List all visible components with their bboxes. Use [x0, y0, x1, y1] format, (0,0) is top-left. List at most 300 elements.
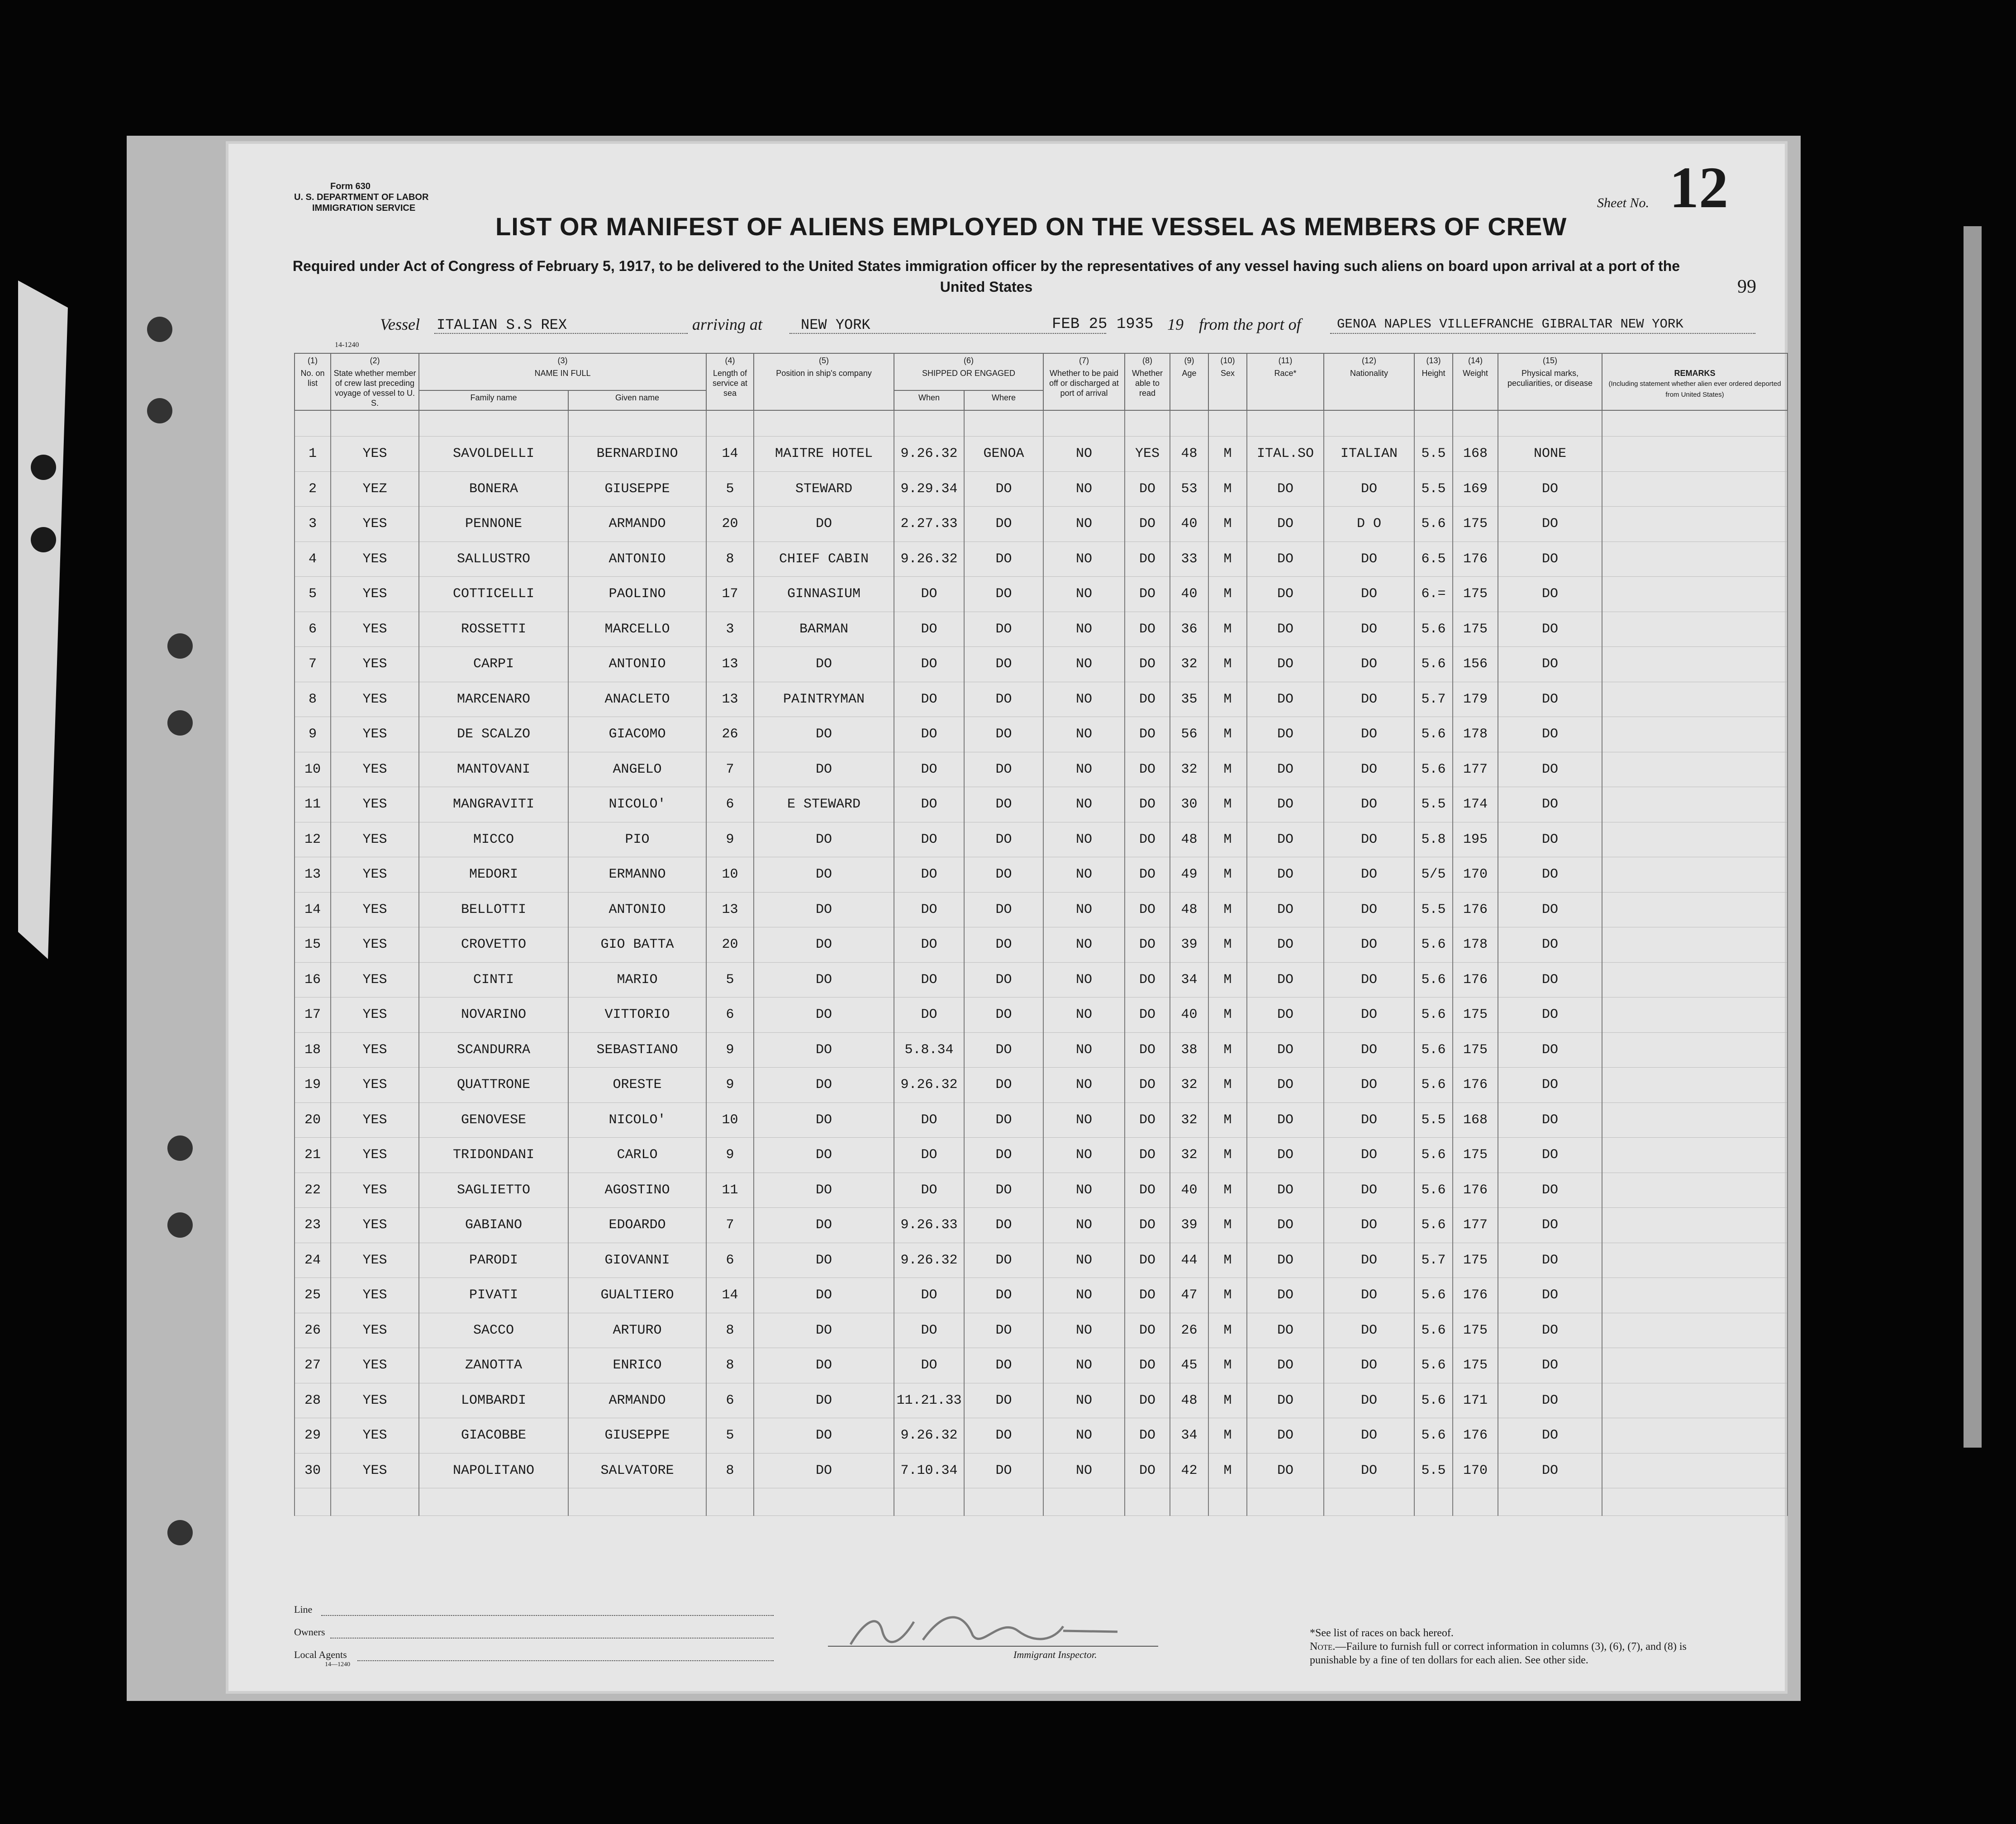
height-cell: 5.6	[1414, 1208, 1453, 1243]
physical-marks-cell: DO	[1498, 998, 1602, 1033]
position-cell: DO	[754, 647, 894, 682]
weight-cell: 178	[1453, 927, 1498, 963]
col-header-marks: (15) Physical marks, peculiarities, or disease	[1498, 353, 1602, 410]
position-cell: DO	[754, 962, 894, 998]
paid-off-cell: NO	[1043, 1453, 1125, 1488]
sex-cell: M	[1208, 1068, 1247, 1103]
previous-voyage-cell: YES	[331, 1313, 419, 1348]
height-cell: 5.5	[1414, 787, 1453, 822]
shipped-when-cell: DO	[894, 717, 964, 752]
weight-cell: 175	[1453, 507, 1498, 542]
position-cell: DO	[754, 1243, 894, 1278]
shipped-where-cell: DO	[964, 1418, 1043, 1454]
position-cell: DO	[754, 717, 894, 752]
position-cell: DO	[754, 1418, 894, 1454]
given-name-cell: ANACLETO	[568, 682, 706, 717]
shipped-when-cell: DO	[894, 1348, 964, 1383]
able-to-read-cell: DO	[1125, 682, 1170, 717]
shipped-when-cell: DO	[894, 962, 964, 998]
physical-marks-cell: DO	[1498, 822, 1602, 857]
race-cell: DO	[1247, 1418, 1324, 1454]
able-to-read-cell: YES	[1125, 437, 1170, 472]
nationality-cell: DO	[1324, 1348, 1414, 1383]
shipped-when-cell: DO	[894, 822, 964, 857]
weight-cell: 177	[1453, 752, 1498, 787]
family-name-cell: TRIDONDANI	[419, 1138, 568, 1173]
binder-hole	[167, 1520, 193, 1545]
nationality-cell: DO	[1324, 542, 1414, 577]
age-cell: 33	[1170, 542, 1208, 577]
previous-voyage-cell: YES	[331, 542, 419, 577]
table-row	[295, 542, 1788, 577]
col-header-sex: (10) Sex	[1208, 353, 1247, 410]
sex-cell: M	[1208, 1208, 1247, 1243]
position-cell: DO	[754, 998, 894, 1033]
shipped-when-cell: DO	[894, 998, 964, 1033]
service-length-cell: 13	[706, 647, 754, 682]
nationality-cell: DO	[1324, 822, 1414, 857]
remarks-cell	[1602, 471, 1788, 507]
race-cell: DO	[1247, 1278, 1324, 1313]
previous-voyage-cell: YES	[331, 612, 419, 647]
service-length-cell: 5	[706, 471, 754, 507]
row-number-cell: 12	[295, 822, 331, 857]
shipped-where-cell: DO	[964, 927, 1043, 963]
given-name-cell: ENRICO	[568, 1348, 706, 1383]
physical-marks-cell: DO	[1498, 1313, 1602, 1348]
previous-voyage-cell: YES	[331, 1453, 419, 1488]
given-name-cell: ORESTE	[568, 1068, 706, 1103]
owners-label: Owners	[294, 1626, 325, 1638]
physical-marks-cell: DO	[1498, 1208, 1602, 1243]
service-length-cell: 17	[706, 577, 754, 612]
previous-voyage-cell: YES	[331, 1418, 419, 1454]
position-cell: DO	[754, 857, 894, 893]
age-cell: 32	[1170, 1138, 1208, 1173]
previous-voyage-cell: YES	[331, 752, 419, 787]
physical-marks-cell: DO	[1498, 1418, 1602, 1454]
table-row	[295, 1243, 1788, 1278]
physical-marks-cell: DO	[1498, 787, 1602, 822]
arrival-date: FEB 25 1935	[1052, 316, 1154, 333]
binder-hole	[167, 710, 193, 736]
weight-cell: 176	[1453, 1418, 1498, 1454]
given-name-cell: ANTONIO	[568, 647, 706, 682]
remarks-cell	[1602, 682, 1788, 717]
race-cell: DO	[1247, 998, 1324, 1033]
family-name-cell: QUATTRONE	[419, 1068, 568, 1103]
sex-cell: M	[1208, 1243, 1247, 1278]
nationality-cell: DO	[1324, 1453, 1414, 1488]
sex-cell: M	[1208, 1278, 1247, 1313]
able-to-read-cell: DO	[1125, 471, 1170, 507]
position-cell: DO	[754, 1102, 894, 1138]
nationality-cell: DO	[1324, 752, 1414, 787]
shipped-where-cell: DO	[964, 752, 1043, 787]
sex-cell: M	[1208, 892, 1247, 927]
row-number-cell: 22	[295, 1173, 331, 1208]
table-row	[295, 1453, 1788, 1488]
sex-cell: M	[1208, 1313, 1247, 1348]
previous-voyage-cell: YES	[331, 1348, 419, 1383]
shipped-when-cell: 9.26.32	[894, 1418, 964, 1454]
year-label: 19	[1167, 315, 1184, 333]
service-length-cell: 6	[706, 787, 754, 822]
previous-voyage-cell: YES	[331, 717, 419, 752]
family-name-cell: PIVATI	[419, 1278, 568, 1313]
able-to-read-cell: DO	[1125, 822, 1170, 857]
age-cell: 56	[1170, 717, 1208, 752]
able-to-read-cell: DO	[1125, 1173, 1170, 1208]
weight-cell: 170	[1453, 857, 1498, 893]
col-header-remarks: REMARKS (Including statement whether alien ever ordered deported from United States)	[1602, 353, 1788, 410]
table-row	[295, 1278, 1788, 1313]
row-number-cell: 5	[295, 577, 331, 612]
paid-off-cell: NO	[1043, 857, 1125, 893]
height-cell: 5.8	[1414, 822, 1453, 857]
remarks-cell	[1602, 1102, 1788, 1138]
nationality-cell: DO	[1324, 717, 1414, 752]
family-name-cell: SALLUSTRO	[419, 542, 568, 577]
paid-off-cell: NO	[1043, 822, 1125, 857]
paid-off-cell: NO	[1043, 998, 1125, 1033]
sex-cell: M	[1208, 1418, 1247, 1454]
race-cell: DO	[1247, 577, 1324, 612]
shipped-when-cell: DO	[894, 857, 964, 893]
row-number-cell: 17	[295, 998, 331, 1033]
height-cell: 5.6	[1414, 1032, 1453, 1068]
table-row	[295, 752, 1788, 787]
able-to-read-cell: DO	[1125, 1278, 1170, 1313]
nationality-cell: DO	[1324, 577, 1414, 612]
table-row	[295, 682, 1788, 717]
height-cell: 5.6	[1414, 647, 1453, 682]
weight-cell: 179	[1453, 682, 1498, 717]
sex-cell: M	[1208, 1348, 1247, 1383]
shipped-when-cell: DO	[894, 1102, 964, 1138]
nationality-cell: DO	[1324, 1243, 1414, 1278]
table-row	[295, 787, 1788, 822]
family-name-cell: BONERA	[419, 471, 568, 507]
physical-marks-cell: DO	[1498, 612, 1602, 647]
family-name-cell: CINTI	[419, 962, 568, 998]
paid-off-cell: NO	[1043, 1173, 1125, 1208]
shipped-where-cell: DO	[964, 1453, 1043, 1488]
paid-off-cell: NO	[1043, 752, 1125, 787]
able-to-read-cell: DO	[1125, 542, 1170, 577]
position-cell: DO	[754, 822, 894, 857]
height-cell: 5.6	[1414, 927, 1453, 963]
paid-off-cell: NO	[1043, 471, 1125, 507]
previous-voyage-cell: YES	[331, 1173, 419, 1208]
table-row	[295, 857, 1788, 893]
family-name-cell: SCANDURRA	[419, 1032, 568, 1068]
able-to-read-cell: DO	[1125, 507, 1170, 542]
note-label: Note.	[1310, 1641, 1336, 1653]
col-header-previous-voyage: (2) State whether member of crew last preceding voyage of vessel to U. S.	[331, 353, 419, 410]
weight-cell: 176	[1453, 962, 1498, 998]
race-cell: DO	[1247, 612, 1324, 647]
col-header-paid-off: (7) Whether to be paid off or discharged at port of arrival	[1043, 353, 1125, 410]
paid-off-cell: NO	[1043, 1313, 1125, 1348]
shipped-where-cell: DO	[964, 1102, 1043, 1138]
height-cell: 5.5	[1414, 1453, 1453, 1488]
given-name-cell: ERMANNO	[568, 857, 706, 893]
sex-cell: M	[1208, 998, 1247, 1033]
physical-marks-cell: DO	[1498, 1383, 1602, 1418]
given-name-cell: GIACOMO	[568, 717, 706, 752]
family-name-cell: PENNONE	[419, 507, 568, 542]
physical-marks-cell: DO	[1498, 471, 1602, 507]
previous-voyage-cell: YES	[331, 507, 419, 542]
col-header-position: (5) Position in ship's company	[754, 353, 894, 410]
position-cell: DO	[754, 927, 894, 963]
physical-marks-cell: DO	[1498, 962, 1602, 998]
age-cell: 40	[1170, 507, 1208, 542]
fine-note	[1310, 1640, 1694, 1667]
race-cell: DO	[1247, 927, 1324, 963]
inspector-line	[828, 1646, 1158, 1647]
given-name-cell: GIOVANNI	[568, 1243, 706, 1278]
row-number-cell: 23	[295, 1208, 331, 1243]
paid-off-cell: NO	[1043, 647, 1125, 682]
weight-cell: 168	[1453, 1102, 1498, 1138]
nationality-cell: DO	[1324, 857, 1414, 893]
able-to-read-cell: DO	[1125, 1383, 1170, 1418]
given-name-cell: ARTURO	[568, 1313, 706, 1348]
row-number-cell: 16	[295, 962, 331, 998]
race-cell: DO	[1247, 857, 1324, 893]
able-to-read-cell: DO	[1125, 1453, 1170, 1488]
remarks-cell	[1602, 542, 1788, 577]
nationality-cell: DO	[1324, 962, 1414, 998]
race-cell: DO	[1247, 1313, 1324, 1348]
nationality-cell: DO	[1324, 1383, 1414, 1418]
nationality-cell: DO	[1324, 1102, 1414, 1138]
shipped-where-cell: DO	[964, 717, 1043, 752]
shipped-when-cell: 2.27.33	[894, 507, 964, 542]
service-length-cell: 9	[706, 1068, 754, 1103]
shipped-when-cell: DO	[894, 1173, 964, 1208]
row-number-cell: 9	[295, 717, 331, 752]
race-cell: DO	[1247, 1102, 1324, 1138]
service-length-cell: 13	[706, 682, 754, 717]
sex-cell: M	[1208, 542, 1247, 577]
row-number-cell: 26	[295, 1313, 331, 1348]
service-length-cell: 8	[706, 1453, 754, 1488]
nationality-cell: DO	[1324, 927, 1414, 963]
service-length-cell: 8	[706, 1313, 754, 1348]
nationality-cell: DO	[1324, 647, 1414, 682]
able-to-read-cell: DO	[1125, 857, 1170, 893]
paid-off-cell: NO	[1043, 1243, 1125, 1278]
previous-voyage-cell: YES	[331, 1383, 419, 1418]
row-number-cell: 21	[295, 1138, 331, 1173]
previous-voyage-cell: YES	[331, 437, 419, 472]
page-number: 99	[1737, 276, 1756, 297]
remarks-cell	[1602, 577, 1788, 612]
agents-label: Local Agents	[294, 1649, 347, 1660]
owners-field	[330, 1638, 774, 1639]
nationality-cell: DO	[1324, 1068, 1414, 1103]
height-cell: 5.6	[1414, 717, 1453, 752]
previous-voyage-cell: YES	[331, 682, 419, 717]
shipped-where-cell: DO	[964, 1032, 1043, 1068]
position-cell: DO	[754, 1383, 894, 1418]
able-to-read-cell: DO	[1125, 1032, 1170, 1068]
family-name-cell: CARPI	[419, 647, 568, 682]
from-line	[1330, 333, 1755, 334]
height-cell: 5.6	[1414, 612, 1453, 647]
shipped-when-cell: DO	[894, 1138, 964, 1173]
page-title: LIST OR MANIFEST OF ALIENS EMPLOYED ON THE VESSEL AS MEMBERS OF CREW	[495, 212, 1567, 241]
race-cell: DO	[1247, 1348, 1324, 1383]
remarks-cell	[1602, 1383, 1788, 1418]
binder-hole	[167, 633, 193, 659]
height-cell: 5/5	[1414, 857, 1453, 893]
age-cell: 53	[1170, 471, 1208, 507]
race-cell: DO	[1247, 752, 1324, 787]
paid-off-cell: NO	[1043, 1032, 1125, 1068]
from-label: from the port of	[1199, 315, 1301, 333]
previous-voyage-cell: YES	[331, 927, 419, 963]
weight-cell: 176	[1453, 1068, 1498, 1103]
position-cell: DO	[754, 1208, 894, 1243]
weight-cell: 175	[1453, 577, 1498, 612]
table-row	[295, 927, 1788, 963]
paid-off-cell: NO	[1043, 787, 1125, 822]
shipped-where-cell: DO	[964, 1383, 1043, 1418]
row-number-cell: 8	[295, 682, 331, 717]
shipped-when-cell: 5.8.34	[894, 1032, 964, 1068]
row-number-cell: 25	[295, 1278, 331, 1313]
arriving-label: arriving at	[692, 315, 763, 333]
race-cell: DO	[1247, 1032, 1324, 1068]
table-row	[295, 507, 1788, 542]
inspector-label: Immigrant Inspector.	[1013, 1649, 1097, 1660]
service-length-cell: 14	[706, 1278, 754, 1313]
service-length-cell: 10	[706, 857, 754, 893]
physical-marks-cell: DO	[1498, 717, 1602, 752]
shipped-where-cell: DO	[964, 647, 1043, 682]
shipped-where-cell: DO	[964, 542, 1043, 577]
given-name-cell: PAOLINO	[568, 577, 706, 612]
age-cell: 32	[1170, 647, 1208, 682]
remarks-cell	[1602, 507, 1788, 542]
sex-cell: M	[1208, 682, 1247, 717]
col-header-name: (3) NAME IN FULL	[419, 353, 706, 390]
race-cell: DO	[1247, 717, 1324, 752]
physical-marks-cell: NONE	[1498, 437, 1602, 472]
given-name-cell: ANGELO	[568, 752, 706, 787]
able-to-read-cell: DO	[1125, 787, 1170, 822]
previous-voyage-cell: YEZ	[331, 471, 419, 507]
race-cell: DO	[1247, 1068, 1324, 1103]
table-row	[295, 1313, 1788, 1348]
shipped-when-cell: 11.21.33	[894, 1383, 964, 1418]
physical-marks-cell: DO	[1498, 1138, 1602, 1173]
height-cell: 5.6	[1414, 962, 1453, 998]
col-header-where: Where	[964, 390, 1043, 410]
nationality-cell: DO	[1324, 1418, 1414, 1454]
table-row	[295, 577, 1788, 612]
row-number-cell: 7	[295, 647, 331, 682]
height-cell: 5.6	[1414, 998, 1453, 1033]
race-cell: DO	[1247, 1383, 1324, 1418]
shipped-when-cell: 9.26.32	[894, 1068, 964, 1103]
shipped-where-cell: DO	[964, 507, 1043, 542]
height-cell: 6.5	[1414, 542, 1453, 577]
physical-marks-cell: DO	[1498, 1348, 1602, 1383]
weight-cell: 178	[1453, 717, 1498, 752]
height-cell: 5.6	[1414, 507, 1453, 542]
col-header-height: (13) Height	[1414, 353, 1453, 410]
arriving-port: NEW YORK	[801, 317, 870, 333]
note-text: —Failure to furnish full or correct information in columns (3), (6), (7), and (8) is punishable by a fine of ten dollars for each alien. See other side.	[1310, 1641, 1687, 1666]
given-name-cell: EDOARDO	[568, 1208, 706, 1243]
age-cell: 48	[1170, 892, 1208, 927]
able-to-read-cell: DO	[1125, 1068, 1170, 1103]
remarks-cell	[1602, 857, 1788, 893]
position-cell: PAINTRYMAN	[754, 682, 894, 717]
weight-cell: 156	[1453, 647, 1498, 682]
family-name-cell: MANTOVANI	[419, 752, 568, 787]
able-to-read-cell: DO	[1125, 1208, 1170, 1243]
family-name-cell: LOMBARDI	[419, 1383, 568, 1418]
physical-marks-cell: DO	[1498, 507, 1602, 542]
service-length-cell: 3	[706, 612, 754, 647]
age-cell: 40	[1170, 577, 1208, 612]
weight-cell: 171	[1453, 1383, 1498, 1418]
paid-off-cell: NO	[1043, 1348, 1125, 1383]
given-name-cell: GIO BATTA	[568, 927, 706, 963]
col-header-weight: (14) Weight	[1453, 353, 1498, 410]
age-cell: 39	[1170, 1208, 1208, 1243]
table-row	[295, 1383, 1788, 1418]
shipped-where-cell: DO	[964, 1348, 1043, 1383]
shipped-when-cell: DO	[894, 927, 964, 963]
given-name-cell: ARMANDO	[568, 1383, 706, 1418]
shipped-where-cell: DO	[964, 1138, 1043, 1173]
age-cell: 45	[1170, 1348, 1208, 1383]
family-name-cell: ROSSETTI	[419, 612, 568, 647]
position-cell: DO	[754, 892, 894, 927]
remarks-cell	[1602, 1348, 1788, 1383]
col-header-age: (9) Age	[1170, 353, 1208, 410]
shipped-when-cell: DO	[894, 892, 964, 927]
height-cell: 5.7	[1414, 682, 1453, 717]
remarks-cell	[1602, 1138, 1788, 1173]
given-name-cell: GIUSEPPE	[568, 471, 706, 507]
nationality-cell: DO	[1324, 682, 1414, 717]
remarks-cell	[1602, 647, 1788, 682]
service-length-cell: 26	[706, 717, 754, 752]
shipped-where-cell: DO	[964, 577, 1043, 612]
form-code: 14-1240	[335, 341, 359, 349]
sex-cell: M	[1208, 1138, 1247, 1173]
col-header-given: Given name	[568, 390, 706, 410]
previous-voyage-cell: YES	[331, 998, 419, 1033]
row-number-cell: 28	[295, 1383, 331, 1418]
race-cell: DO	[1247, 892, 1324, 927]
physical-marks-cell: DO	[1498, 647, 1602, 682]
service-length-cell: 20	[706, 507, 754, 542]
sex-cell: M	[1208, 471, 1247, 507]
physical-marks-cell: DO	[1498, 542, 1602, 577]
height-cell: 5.6	[1414, 1348, 1453, 1383]
col-header-nationality: (12) Nationality	[1324, 353, 1414, 410]
nationality-cell: DO	[1324, 1138, 1414, 1173]
